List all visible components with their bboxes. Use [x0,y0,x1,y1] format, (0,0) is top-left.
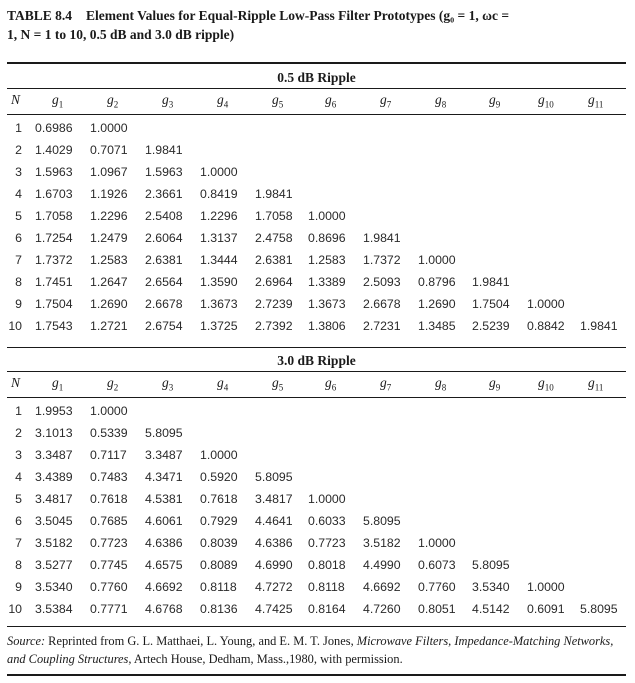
table-row [0,580,635,598]
table-row [0,470,635,488]
table-row [0,536,635,554]
cell-g8: 1.2690 [418,297,456,311]
cell-g1: 0.6986 [35,121,73,135]
cell-g1: 3.5182 [35,536,73,550]
cell-g6: 0.8018 [308,558,346,572]
cell-g2: 0.7771 [90,602,128,616]
cell-g9: 3.5340 [472,580,510,594]
cell-g2: 0.7483 [90,470,128,484]
cell-g3: 1.5963 [145,165,183,179]
header-g5: $g_5$ [272,375,284,393]
header-g9: $g_9$ [489,92,501,110]
cell-g9: 2.5239 [472,319,510,333]
cell-n: 8 [15,275,22,289]
cell-g3: 3.3487 [145,448,183,462]
table-title: Element Values for Equal-Ripple Low-Pass Filter Prototypes (g₀ = 1, ωc = [86,8,510,23]
cell-g4: 0.8039 [200,536,238,550]
table-row [0,165,635,183]
cell-g8: 0.7760 [418,580,456,594]
cell-g1: 1.4029 [35,143,73,157]
cell-g2: 0.7760 [90,580,128,594]
cell-g2: 0.7685 [90,514,128,528]
cell-n: 7 [15,536,22,550]
cell-g5: 5.8095 [255,470,293,484]
cell-g4: 0.8419 [200,187,238,201]
cell-g2: 1.0000 [90,404,128,418]
cell-g3: 1.9841 [145,143,183,157]
cell-g1: 1.7543 [35,319,73,333]
cell-n: 4 [15,470,22,484]
cell-g3: 4.6575 [145,558,183,572]
source-note [7,632,627,668]
cell-g8: 0.6073 [418,558,456,572]
table-row [0,514,635,532]
header-g1: $g_1$ [52,375,64,393]
table-row [0,253,635,271]
header-n: N [11,375,21,390]
cell-g1: 3.5045 [35,514,73,528]
cell-g4: 1.3725 [200,319,238,333]
header-g2: $g_2$ [107,375,119,393]
cell-g1: 3.5340 [35,580,73,594]
cell-g2: 0.7723 [90,536,128,550]
cell-g2: 0.7618 [90,492,128,506]
header-g10: $g_{10}$ [538,92,554,110]
cell-g10: 0.8842 [527,319,565,333]
cell-g3: 2.6564 [145,275,183,289]
cell-g10: 1.0000 [527,297,565,311]
cell-n: 1 [15,404,22,418]
cell-g2: 0.5339 [90,426,128,440]
cell-n: 5 [15,209,22,223]
cell-g8: 0.8796 [418,275,456,289]
cell-g5: 2.4758 [255,231,293,245]
cell-g7: 2.7231 [363,319,401,333]
cell-g4: 1.3444 [200,253,238,267]
cell-n: 2 [15,143,22,157]
cell-g7: 4.6692 [363,580,401,594]
cell-g2: 0.7117 [90,448,127,462]
cell-g7: 4.7260 [363,602,401,616]
table-row [0,187,635,205]
header-g7: $g_7$ [380,375,392,393]
bottom-rule [7,626,626,627]
header-g11: $g_{11}$ [588,375,604,393]
cell-g7: 1.7372 [363,253,401,267]
header-g8: $g_8$ [435,375,447,393]
header-g6: $g_6$ [325,375,337,393]
header-g11: $g_{11}$ [588,92,604,110]
cell-g5: 2.7392 [255,319,293,333]
header-g3: $g_3$ [162,375,174,393]
cell-g7: 3.5182 [363,536,401,550]
cell-g5: 4.7425 [255,602,293,616]
cell-g3: 2.6754 [145,319,183,333]
table-caption [7,6,625,44]
cell-g8: 0.8051 [418,602,456,616]
table-row [0,558,635,576]
cell-g5: 2.6964 [255,275,293,289]
cell-g4: 0.8089 [200,558,238,572]
cell-g6: 1.3389 [308,275,346,289]
source-book-title: Microwave Filters, Impedance-Matching Networks, and Coupling Structures [7,634,614,666]
cell-g6: 1.3806 [308,319,346,333]
cell-g1: 1.7504 [35,297,73,311]
table-row [0,209,635,227]
section-title: 0.5 dB Ripple [277,70,356,85]
header-g6: $g_6$ [325,92,337,110]
cell-g3: 4.6692 [145,580,183,594]
cell-n: 9 [15,580,22,594]
section-rule [7,88,626,89]
table-row [0,275,635,293]
cell-g8: 1.0000 [418,253,456,267]
header-rule [7,114,626,115]
header-g3: $g_3$ [162,92,174,110]
cell-g6: 0.6033 [308,514,346,528]
cell-g5: 2.6381 [255,253,293,267]
header-g2: $g_2$ [107,92,119,110]
cell-g2: 1.2296 [90,209,128,223]
cell-g6: 0.8118 [308,580,345,594]
column-header-row [0,92,635,110]
source-text-end: , Artech House, Dedham, Mass.,1980, with permission. [128,652,403,666]
cell-n: 6 [15,514,22,528]
cell-g3: 4.6386 [145,536,183,550]
cell-g2: 1.2479 [90,231,128,245]
cell-g3: 2.3661 [145,187,183,201]
cell-g2: 1.1926 [90,187,128,201]
cell-g1: 3.1013 [35,426,73,440]
cell-g8: 1.3485 [418,319,456,333]
cell-n: 2 [15,426,22,440]
cell-g1: 3.3487 [35,448,73,462]
cell-g1: 3.4389 [35,470,73,484]
cell-g4: 0.5920 [200,470,238,484]
table-row [0,404,635,422]
cell-g5: 3.4817 [255,492,293,506]
cell-g1: 1.7058 [35,209,73,223]
cell-g4: 1.3137 [200,231,238,245]
cell-g6: 1.3673 [308,297,346,311]
cell-g6: 0.8164 [308,602,346,616]
column-header-row [0,375,635,393]
top-rule [7,62,626,64]
cell-g3: 2.6064 [145,231,183,245]
cell-g2: 1.0967 [90,165,128,179]
table-row [0,297,635,315]
footer-rule [7,674,626,676]
cell-g11: 1.9841 [580,319,618,333]
table-row [0,602,635,620]
source-text: Reprinted from G. L. Matthaei, L. Young, and E. M. T. Jones, [45,634,357,648]
cell-g3: 4.6061 [145,514,183,528]
cell-n: 5 [15,492,22,506]
cell-g7: 1.9841 [363,231,401,245]
cell-g10: 0.6091 [527,602,565,616]
cell-g6: 0.8696 [308,231,346,245]
cell-g2: 0.7071 [90,143,128,157]
cell-g3: 5.8095 [145,426,183,440]
cell-g4: 1.3673 [200,297,238,311]
cell-g3: 4.3471 [145,470,183,484]
cell-g5: 4.6386 [255,536,293,550]
section-rule [7,371,626,372]
header-g7: $g_7$ [380,92,392,110]
cell-g6: 0.7723 [308,536,346,550]
table-number: TABLE 8.4 [7,8,73,23]
cell-g5: 4.7272 [255,580,293,594]
cell-g7: 2.5093 [363,275,401,289]
cell-g8: 1.0000 [418,536,456,550]
cell-g1: 3.5384 [35,602,73,616]
cell-g3: 2.6381 [145,253,183,267]
header-g9: $g_9$ [489,375,501,393]
cell-g1: 1.7372 [35,253,73,267]
cell-g9: 1.9841 [472,275,510,289]
header-g8: $g_8$ [435,92,447,110]
cell-g11: 5.8095 [580,602,618,616]
cell-g4: 0.8136 [200,602,238,616]
section-divider [7,347,626,348]
section-title: 3.0 dB Ripple [277,353,356,368]
cell-g6: 1.0000 [308,209,346,223]
cell-g5: 1.7058 [255,209,293,223]
cell-g10: 1.0000 [527,580,565,594]
cell-g7: 2.6678 [363,297,401,311]
cell-g1: 3.5277 [35,558,73,572]
cell-g5: 4.6990 [255,558,293,572]
table-row [0,492,635,510]
header-g10: $g_{10}$ [538,375,554,393]
table-row [0,426,635,444]
cell-g4: 0.8118 [200,580,237,594]
cell-g4: 1.2296 [200,209,238,223]
cell-n: 10 [8,602,22,616]
cell-g5: 1.9841 [255,187,293,201]
cell-n: 7 [15,253,22,267]
table-row [0,121,635,139]
cell-g2: 1.0000 [90,121,128,135]
cell-n: 6 [15,231,22,245]
cell-g5: 2.7239 [255,297,293,311]
table-row [0,231,635,249]
cell-g4: 1.0000 [200,448,238,462]
cell-g1: 1.5963 [35,165,73,179]
table-title-line2: 1, N = 1 to 10, 0.5 dB and 3.0 dB ripple) [7,27,235,42]
header-g4: $g_4$ [217,92,229,110]
source-label: Source: [7,634,46,648]
cell-g2: 1.2647 [90,275,128,289]
cell-g2: 1.2721 [90,319,128,333]
cell-n: 3 [15,165,22,179]
header-n: N [11,92,21,107]
header-g1: $g_1$ [52,92,64,110]
cell-n: 3 [15,448,22,462]
cell-g3: 2.6678 [145,297,183,311]
cell-g2: 1.2583 [90,253,128,267]
cell-g2: 0.7745 [90,558,128,572]
cell-g4: 0.7618 [200,492,238,506]
cell-g1: 1.7451 [35,275,73,289]
cell-g9: 5.8095 [472,558,510,572]
cell-g6: 1.2583 [308,253,346,267]
header-g4: $g_4$ [217,375,229,393]
cell-g7: 4.4990 [363,558,401,572]
cell-g1: 3.4817 [35,492,73,506]
cell-g3: 2.5408 [145,209,183,223]
cell-g1: 1.7254 [35,231,73,245]
table-row [0,448,635,466]
cell-g9: 4.5142 [472,602,510,616]
cell-g4: 0.7929 [200,514,238,528]
cell-g4: 1.0000 [200,165,238,179]
cell-g5: 4.4641 [255,514,293,528]
cell-g3: 4.5381 [145,492,183,506]
table-row [0,319,635,337]
cell-n: 4 [15,187,22,201]
cell-g4: 1.3590 [200,275,238,289]
header-g5: $g_5$ [272,92,284,110]
cell-g7: 5.8095 [363,514,401,528]
table-row [0,143,635,161]
cell-g6: 1.0000 [308,492,346,506]
cell-g9: 1.7504 [472,297,510,311]
cell-n: 1 [15,121,22,135]
cell-g3: 4.6768 [145,602,183,616]
cell-g2: 1.2690 [90,297,128,311]
cell-n: 9 [15,297,22,311]
header-rule [7,397,626,398]
cell-n: 10 [8,319,22,333]
cell-n: 8 [15,558,22,572]
cell-g1: 1.6703 [35,187,73,201]
cell-g1: 1.9953 [35,404,73,418]
